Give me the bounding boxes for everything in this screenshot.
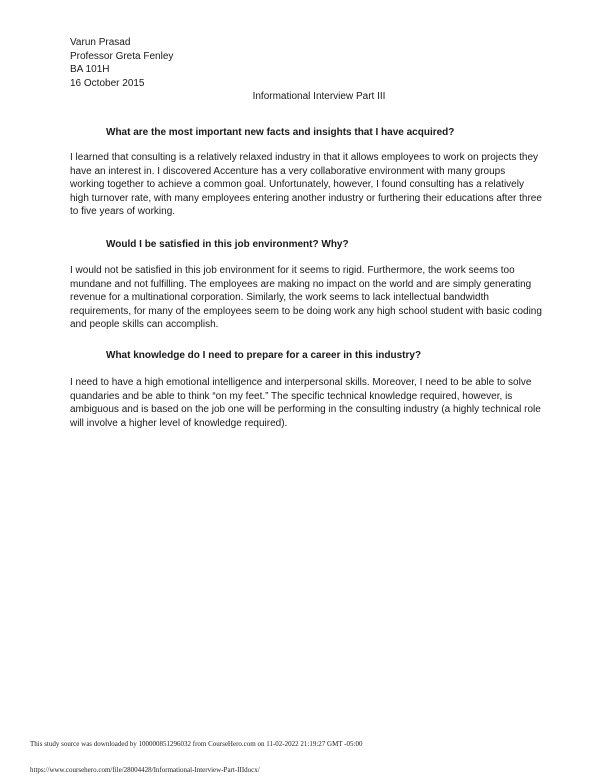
- document-date: 16 October 2015: [70, 77, 145, 89]
- professor-name: Professor Greta Fenley: [70, 50, 174, 62]
- answer-paragraph: I would not be satisfied in this job environment for it seems to rigid. Furthermore, the work seems too mundane and not fulfilling. The employees are making no impact on the world and are simply generating revenue for a multinational corporation. Similarly, the work seems to lack intellectual bandwidth requirements, for many of the employees seem to be doing work any high school student with basic coding and people skills can accomplish.: [70, 265, 542, 330]
- answer-paragraph: I need to have a high emotional intelligence and interpersonal skills. Moreover, I need to be able to solve quandaries and be able to think “on my feet.” The specific technical knowledge required, however, is ambiguous and is based on the job one will be performing in the consulting industry (a highly technical role will involve a higher level of knowledge required).: [70, 377, 541, 429]
- source-url-link[interactable]: https://www.coursehero.com/file/28004428/Informational-Interview-Part-IIIdocx/: [30, 766, 260, 774]
- answer-paragraph: I learned that consulting is a relatively relaxed industry in that it allows employees to work on projects they have an interest in. I discovered Accenture has a very collaborative environment with many groups working together to achieve a common goal. Unfortunately, however, I found consulting has a relatively high turnover rate, with many employees entering another industry or furthering their educations after three to five years of working.: [70, 152, 542, 217]
- author-name: Varun Prasad: [70, 37, 131, 48]
- question-heading: What are the most important new facts and insights that I have acquired?: [106, 127, 455, 138]
- question-heading: What knowledge do I need to prepare for a career in this industry?: [106, 350, 422, 361]
- document-title: Informational Interview Part III: [252, 91, 386, 102]
- question-heading: Would I be satisfied in this job environment? Why?: [106, 239, 349, 250]
- download-notice: This study source was downloaded by 100000851296032 from CourseHero.com on 11-02-2022 21:19:27 GMT -05:00: [30, 740, 363, 748]
- course-code: BA 101H: [70, 64, 110, 75]
